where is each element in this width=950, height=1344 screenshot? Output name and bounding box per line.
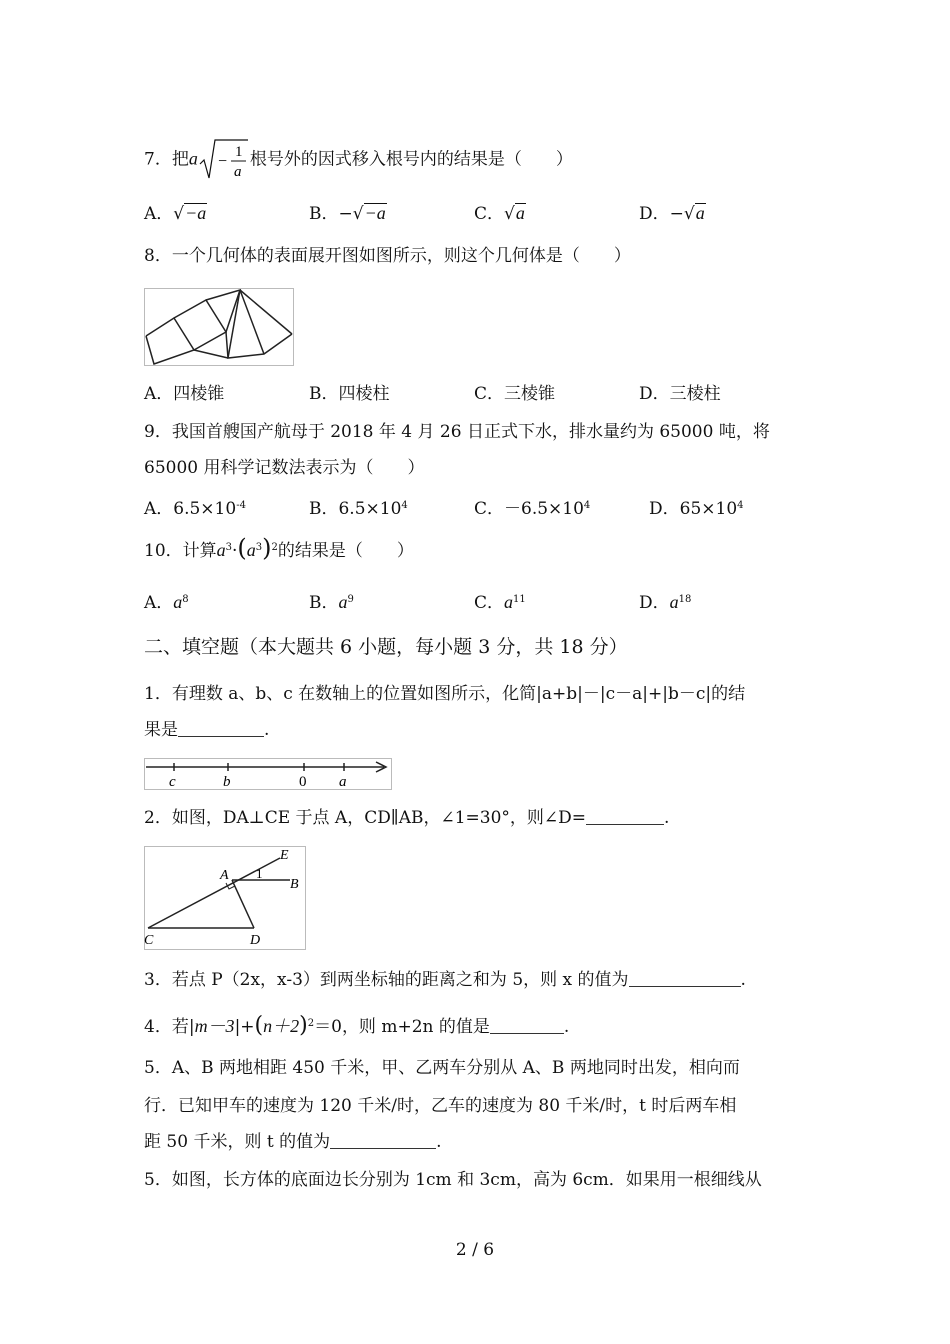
q10-suffix: 的结果是（ ） xyxy=(277,541,414,561)
q7-option-d[interactable] xyxy=(639,202,706,226)
left-paren-icon: ( xyxy=(254,1013,264,1038)
option-base: a xyxy=(504,592,514,612)
q7-prefix: 7．把 xyxy=(144,149,189,170)
q9-stem-line2: 65000 用科学记数法表示为（ ） xyxy=(144,458,425,478)
axis-label-b: b xyxy=(223,774,231,790)
option-label: C． xyxy=(474,204,505,224)
q9-stem-line1: 9．我国首艘国产航母于 2018 年 4 月 26 日正式下水，排水量约为 65000 吨，将 xyxy=(144,422,770,442)
q10-option-d[interactable] xyxy=(639,588,691,615)
radicand: −a xyxy=(185,203,207,223)
q10-stem xyxy=(144,536,414,563)
f5a-line3-text: 距 50 千米，则 t 的值为 xyxy=(144,1132,331,1152)
option-label: D．65×10 xyxy=(649,499,738,519)
f3-stem xyxy=(144,968,746,992)
f4-stem xyxy=(144,1012,569,1039)
option-label: A． xyxy=(144,593,174,613)
f5a-stem-line3 xyxy=(144,1130,442,1154)
sqrt-icon: √ xyxy=(683,204,695,224)
q7-stem xyxy=(144,138,573,182)
answer-blank[interactable] xyxy=(490,1019,564,1034)
f3-end: . xyxy=(740,970,746,990)
exponent: 9 xyxy=(347,594,354,605)
f2-text: 2．如图，DA⊥CE 于点 A，CD∥AB，∠1=30°，则∠D= xyxy=(144,808,587,828)
q7-option-a[interactable] xyxy=(144,202,207,226)
option-label: B．6.5×10 xyxy=(309,499,402,519)
radicand: a xyxy=(515,203,525,223)
q9-option-d[interactable] xyxy=(649,494,744,521)
f1-end: . xyxy=(264,720,270,740)
f2-end: . xyxy=(664,808,670,828)
option-label: A． xyxy=(144,204,174,224)
q10-option-c[interactable] xyxy=(474,588,526,615)
q10-exp2: 3 xyxy=(255,542,263,553)
q8-stem: 8．一个几何体的表面展开图如图所示，则这个几何体是（ ） xyxy=(144,246,631,266)
q7-frac-den: a xyxy=(233,164,242,180)
f5b-stem-line1: 5．如图，长方体的底面边长分别为 1cm 和 3cm，高为 6cm．如果用一根细线从 xyxy=(144,1170,762,1190)
f2-stem xyxy=(144,806,669,830)
axis-label-c: c xyxy=(169,774,176,790)
q10-dot: · xyxy=(232,541,238,561)
q8-option-c[interactable]: C．三棱锥 xyxy=(474,384,556,404)
q10-base: a xyxy=(216,540,226,560)
q7-minus: − xyxy=(217,153,227,170)
option-label: D． xyxy=(639,204,670,224)
answer-blank[interactable] xyxy=(586,810,664,825)
q7-radical xyxy=(198,138,250,182)
exponent: 4 xyxy=(401,500,408,511)
option-label: C． xyxy=(474,593,505,613)
option-label: A．6.5×10 xyxy=(144,499,237,519)
abs-bar-icon: | xyxy=(234,1017,241,1037)
option-base: a xyxy=(669,592,679,612)
q7-radical-sign xyxy=(198,138,250,182)
answer-blank[interactable] xyxy=(330,1134,436,1149)
q7-frac-num: 1 xyxy=(234,144,243,160)
option-label: B． xyxy=(309,593,339,613)
number-line-figure xyxy=(144,758,392,790)
q10-option-a[interactable] xyxy=(144,588,189,615)
right-paren-icon: ) xyxy=(262,534,272,562)
q7-option-b[interactable] xyxy=(309,202,387,226)
exponent: 4 xyxy=(737,500,744,511)
f1-stem-line1: 1．有理数 a、b、c 在数轴上的位置如图所示，化简|a+b|－|c－a|+|b－c|的结 xyxy=(144,684,746,704)
f4-eq: ＝0 xyxy=(314,1017,342,1037)
f5a-stem-line1: 5．A、B 两地相距 450 千米，甲、乙两车分别从 A、B 两地同时出发，相向而 xyxy=(144,1058,740,1078)
answer-blank[interactable] xyxy=(629,972,741,987)
exponent: -4 xyxy=(236,500,246,511)
q10-outer-exp: 2 xyxy=(271,542,278,553)
f4-suffix: ，则 m+2n 的值是 xyxy=(341,1017,490,1037)
q9-option-b[interactable] xyxy=(309,494,408,521)
f5a-stem-line2: 行．已知甲车的速度为 120 千米/时，乙车的速度为 80 千米/时，t 时后两车相 xyxy=(144,1096,737,1116)
q8-option-b[interactable]: B．四棱柱 xyxy=(309,384,390,404)
f4-abs-expr: m－3 xyxy=(194,1016,235,1036)
section-title: 二、填空题（本大题共 6 小题，每小题 3 分，共 18 分） xyxy=(144,636,628,658)
sqrt-icon: √ xyxy=(504,204,515,224)
q7-suffix: 根号外的因式移入根号内的结果是（ ） xyxy=(249,149,573,170)
axis-label-a: a xyxy=(339,774,347,790)
exponent: 18 xyxy=(678,594,692,605)
radicand: a xyxy=(695,203,705,223)
sqrt-icon: √ xyxy=(352,204,364,224)
abs-bar-icon: | xyxy=(188,1017,195,1037)
f3-text: 3．若点 P（2x，x-3）到两坐标轴的距离之和为 5，则 x 的值为 xyxy=(144,970,629,990)
point-label-e: E xyxy=(280,848,289,863)
q7-option-c[interactable] xyxy=(474,202,526,226)
option-label: D． xyxy=(639,593,670,613)
point-label-b: B xyxy=(290,877,299,892)
option-label: C．－6.5×10 xyxy=(474,499,584,519)
q8-option-a[interactable]: A．四棱锥 xyxy=(144,384,225,404)
exponent: 8 xyxy=(182,594,189,605)
sqrt-icon: √ xyxy=(173,204,185,224)
q10-exp1: 3 xyxy=(225,542,233,553)
f4-paren-expr: n＋2 xyxy=(263,1016,300,1036)
option-base: a xyxy=(173,592,183,612)
exponent: 11 xyxy=(513,594,526,605)
q9-option-a[interactable] xyxy=(144,494,246,521)
f4-plus: + xyxy=(240,1017,255,1037)
point-label-d: D xyxy=(250,933,261,948)
f1-stem-line2 xyxy=(144,718,269,742)
axis-label-0: 0 xyxy=(299,774,307,790)
option-pre: − xyxy=(669,204,684,224)
answer-blank[interactable] xyxy=(178,722,264,737)
q8-net-figure xyxy=(144,288,294,366)
point-label-c: C xyxy=(144,933,154,948)
f4-exp: 2 xyxy=(307,1018,315,1029)
q8-option-d[interactable]: D．三棱柱 xyxy=(639,384,721,404)
f5a-end: . xyxy=(436,1132,442,1152)
angle-label-1: 1 xyxy=(256,866,263,881)
point-label-a: A xyxy=(220,868,229,883)
f4-prefix: 4．若 xyxy=(144,1017,189,1037)
f4-end: . xyxy=(563,1017,570,1037)
radicand: −a xyxy=(364,203,386,223)
option-pre: − xyxy=(338,204,353,224)
right-paren-icon: ) xyxy=(299,1013,308,1038)
left-paren-icon: ( xyxy=(237,534,247,562)
q7-coef: a xyxy=(188,148,198,169)
option-base: a xyxy=(338,592,348,612)
option-label: B． xyxy=(309,204,339,224)
angle-figure xyxy=(144,846,306,950)
f1-line2-text: 果是 xyxy=(144,720,178,740)
q10-prefix: 10．计算 xyxy=(144,541,217,561)
exponent: 4 xyxy=(583,500,591,511)
page-number: 2 / 6 xyxy=(455,1240,495,1260)
q10-inner-base: a xyxy=(246,540,256,560)
q9-option-c[interactable] xyxy=(474,494,590,521)
q10-option-b[interactable] xyxy=(309,588,354,615)
